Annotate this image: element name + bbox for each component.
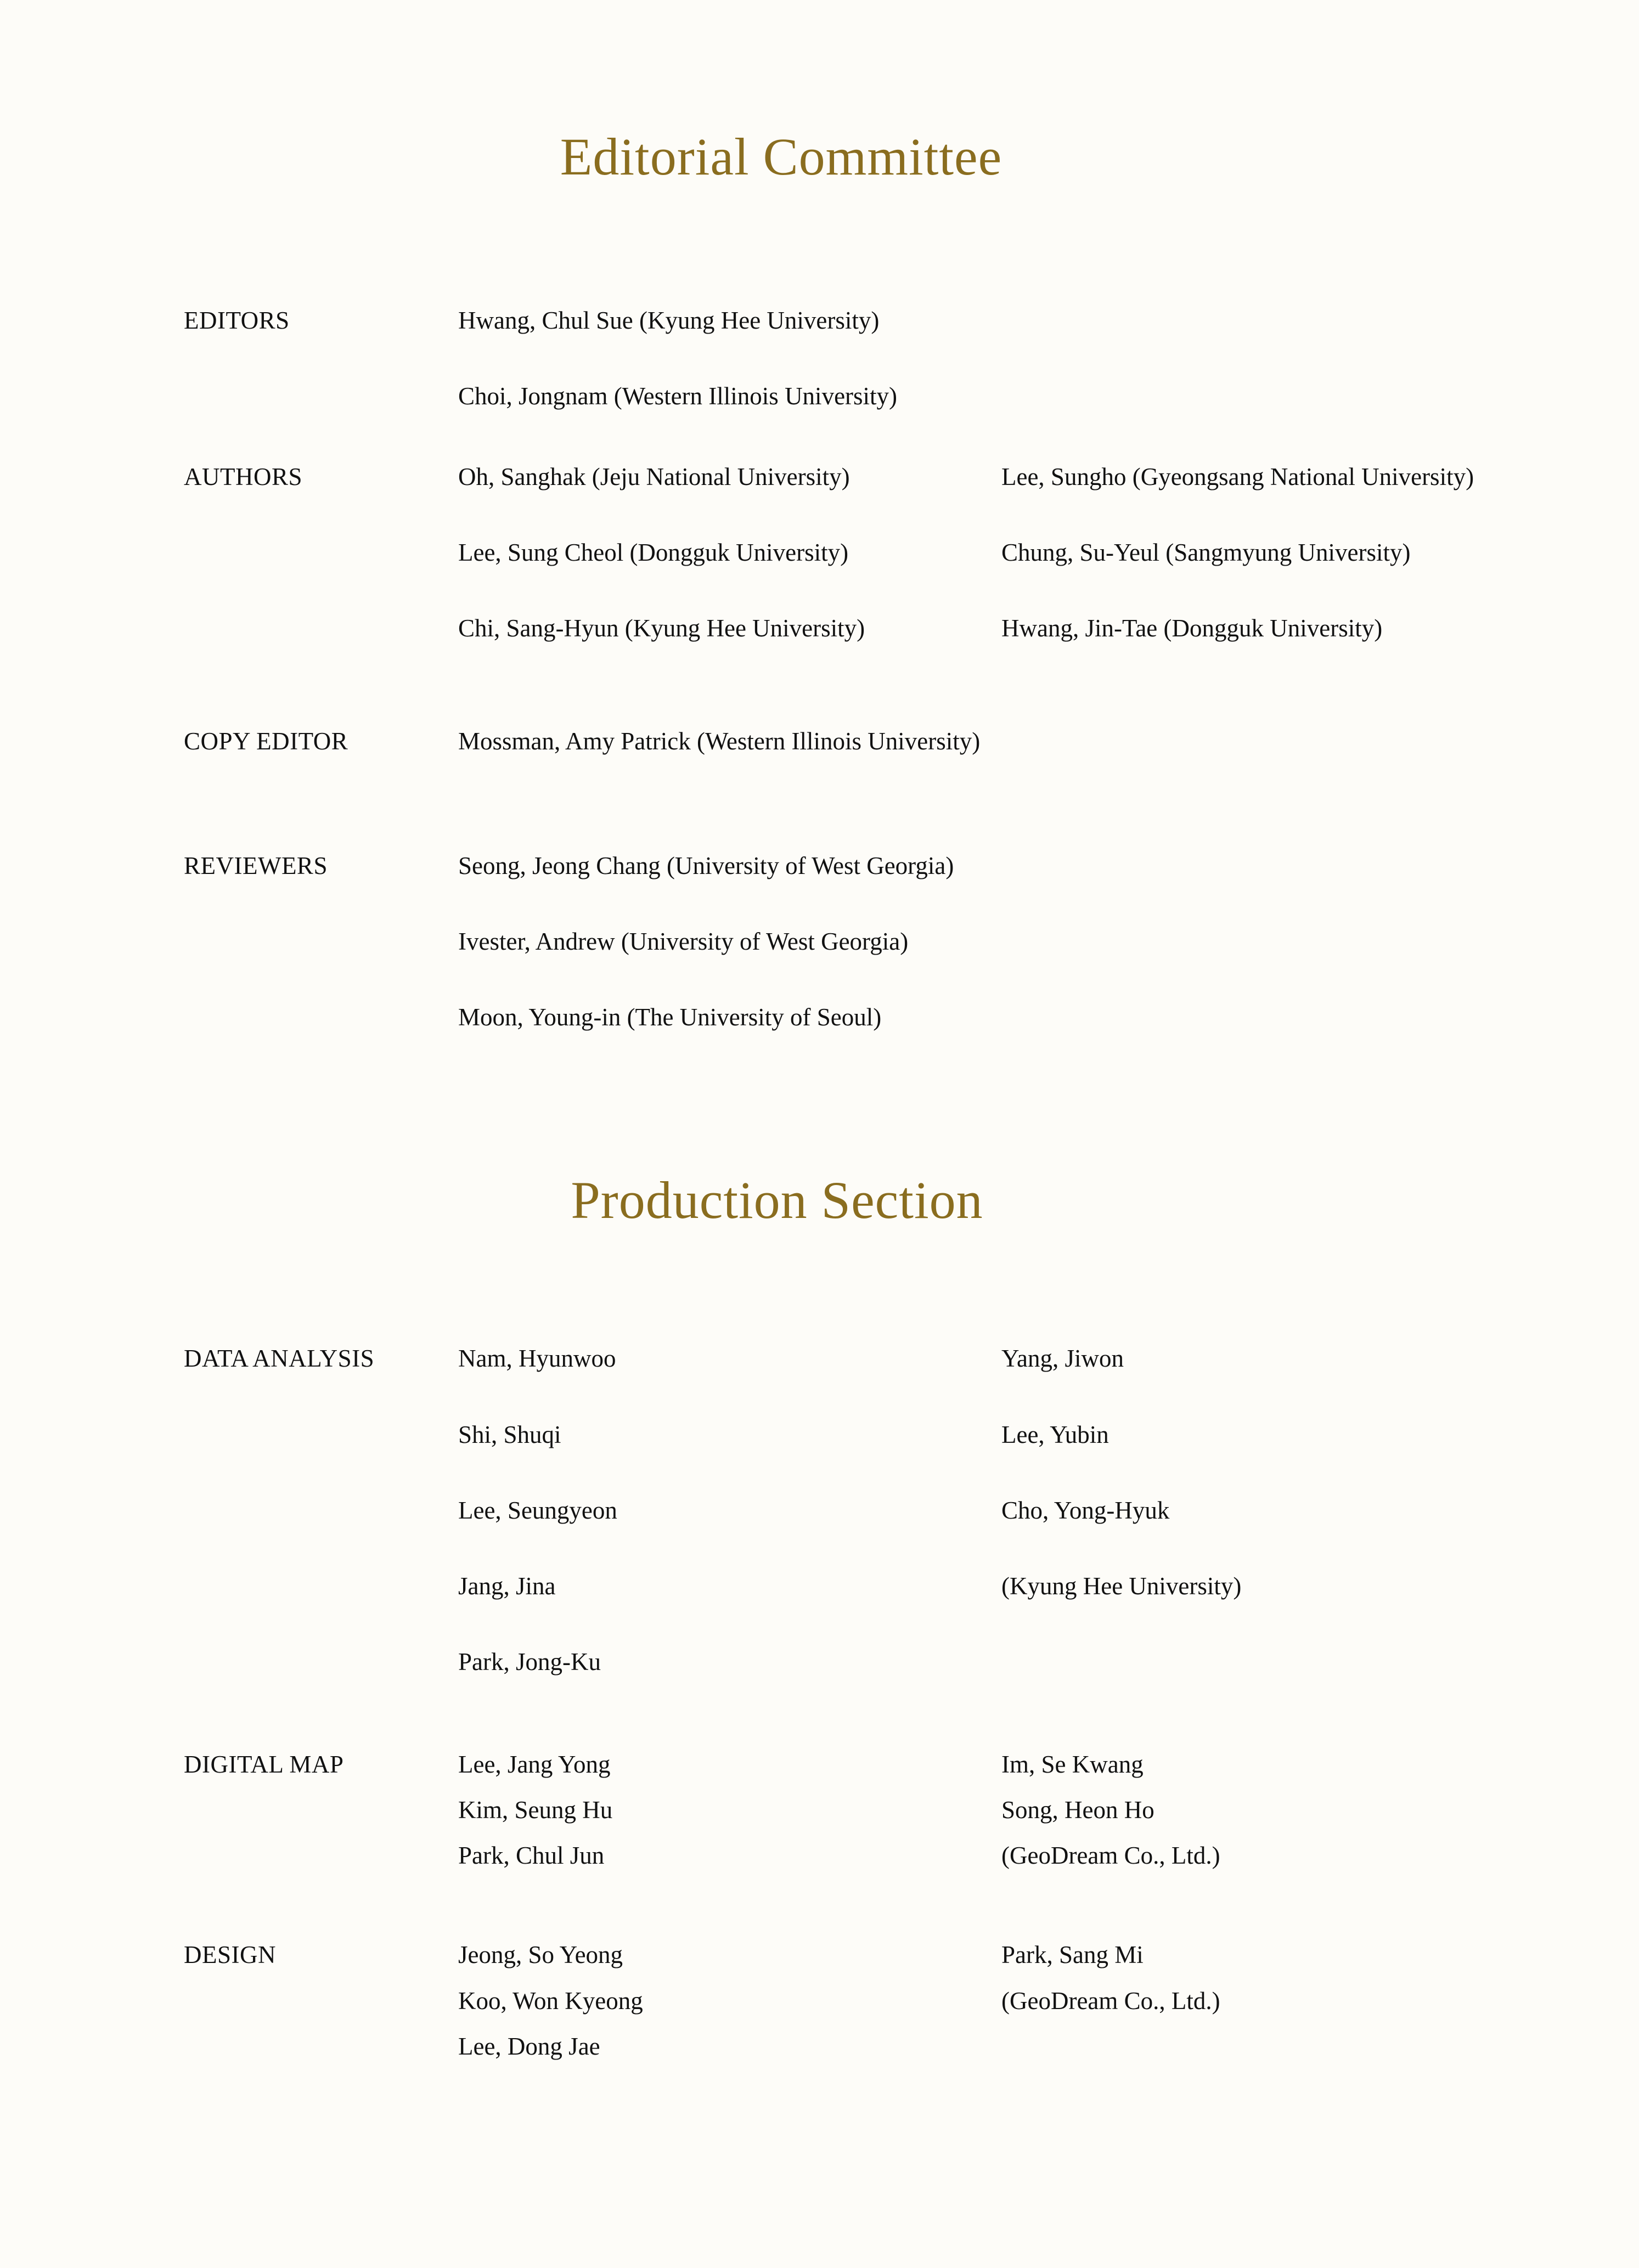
group-left-column	[458, 726, 1001, 757]
group-copy-editor	[184, 726, 1639, 757]
list-item: Choi, Jongnam (Western Illinois University)	[458, 382, 898, 410]
production-section-heading: Production Section	[571, 1171, 983, 1230]
group-design	[184, 1939, 1639, 2062]
group-editors	[184, 305, 1639, 412]
list-item: Jeong, So Yeong	[458, 1941, 623, 1969]
list-item: Shi, Shuqi	[458, 1420, 561, 1448]
group-digital-map	[184, 1749, 1639, 1871]
group-role-label: REVIEWERS	[184, 851, 328, 879]
list-item: Lee, Jang Yong	[458, 1750, 611, 1778]
list-item: Hwang, Jin-Tae (Dongguk University)	[1001, 614, 1383, 642]
group-left-column	[458, 461, 1001, 644]
list-item: Lee, Dong Jae	[458, 2032, 600, 2060]
group-role-label: EDITORS	[184, 307, 290, 334]
group-right-column	[1001, 305, 1550, 412]
list-item: Seong, Jeong Chang (University of West Georgia)	[458, 851, 954, 879]
group-authors	[184, 461, 1639, 644]
list-item: Im, Se Kwang	[1001, 1750, 1144, 1778]
list-item: Park, Sang Mi	[1001, 1941, 1144, 1969]
group-role-label: COPY EDITOR	[184, 727, 348, 755]
list-item: Chi, Sang-Hyun (Kyung Hee University)	[458, 614, 865, 642]
list-item: Koo, Won Kyeong	[458, 1987, 643, 2015]
list-item: Lee, Seungyeon	[458, 1496, 617, 1524]
list-item: Cho, Yong-Hyuk	[1001, 1496, 1170, 1524]
list-item: Hwang, Chul Sue (Kyung Hee University)	[458, 307, 880, 334]
list-item: Jang, Jina	[458, 1572, 556, 1600]
group-right-column	[1001, 461, 1550, 644]
list-item: Park, Jong-Ku	[458, 1648, 601, 1676]
editorial-committee-heading: Editorial Committee	[560, 127, 1002, 186]
list-item: Yang, Jiwon	[1001, 1345, 1124, 1373]
group-left-column	[458, 1939, 1001, 2062]
list-item: Oh, Sanghak (Jeju National University)	[458, 462, 850, 490]
list-item: Park, Chul Jun	[458, 1842, 605, 1869]
group-right-column	[1001, 1749, 1550, 1871]
group-role-label: DIGITAL MAP	[184, 1750, 344, 1778]
group-role-label: DATA ANALYSIS	[184, 1345, 375, 1373]
group-right-column	[1001, 1343, 1550, 1677]
group-role-label: DESIGN	[184, 1941, 276, 1969]
list-item: Lee, Yubin	[1001, 1420, 1109, 1448]
group-left-column	[458, 1749, 1001, 1871]
list-item: Kim, Seung Hu	[458, 1796, 613, 1824]
list-item: Chung, Su-Yeul (Sangmyung University)	[1001, 538, 1411, 566]
list-item: Ivester, Andrew (University of West Georgia)	[458, 927, 909, 955]
group-right-column	[1001, 726, 1550, 757]
group-reviewers	[184, 850, 1639, 1033]
group-right-column	[1001, 850, 1550, 1033]
list-item: Lee, Sung Cheol (Dongguk University)	[458, 538, 849, 566]
list-item: (Kyung Hee University)	[1001, 1572, 1242, 1600]
list-item: (GeoDream Co., Ltd.)	[1001, 1987, 1220, 2015]
list-item: Nam, Hyunwoo	[458, 1345, 616, 1373]
group-role-label: AUTHORS	[184, 462, 303, 490]
group-right-column	[1001, 1939, 1550, 2062]
list-item: Moon, Young-in (The University of Seoul)	[458, 1003, 882, 1031]
list-item: Mossman, Amy Patrick (Western Illinois University)	[458, 727, 981, 755]
group-left-column	[458, 305, 1001, 412]
group-left-column	[458, 850, 1001, 1033]
list-item: (GeoDream Co., Ltd.)	[1001, 1842, 1220, 1869]
group-data-analysis	[184, 1343, 1639, 1677]
group-left-column	[458, 1343, 1001, 1677]
list-item: Song, Heon Ho	[1001, 1796, 1154, 1824]
list-item: Lee, Sungho (Gyeongsang National University)	[1001, 462, 1474, 490]
